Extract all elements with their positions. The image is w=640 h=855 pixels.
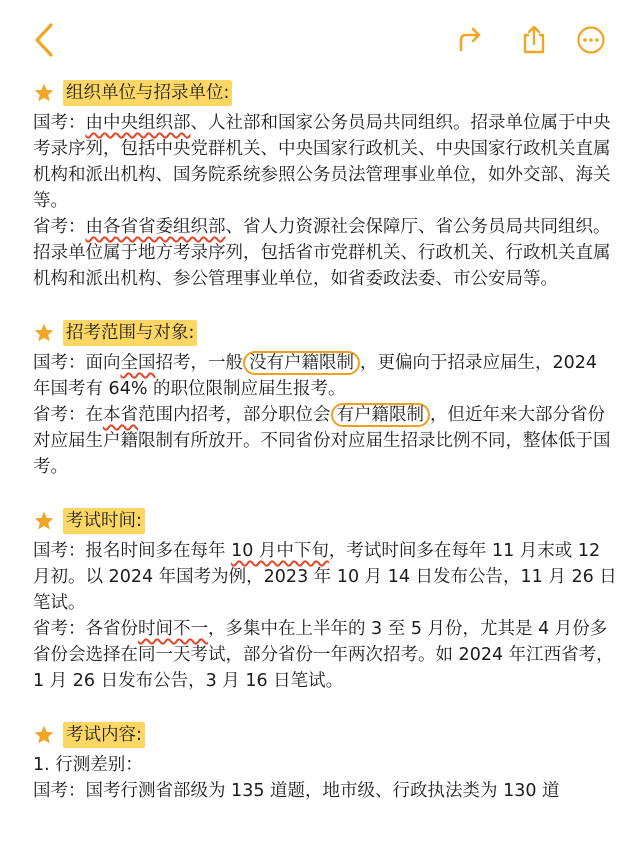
underlined-emphasis: 10 月中下旬: [231, 541, 329, 561]
circled-emphasis: 没有户籍限制: [243, 351, 360, 375]
paragraph: [33, 350, 618, 402]
star-icon: [33, 322, 55, 344]
underlined-emphasis: 全国: [120, 353, 156, 373]
section-heading-text: 考试内容:: [63, 722, 145, 748]
note-section: [33, 506, 618, 694]
text-run: 范围内招考，部分职位会: [138, 405, 331, 425]
underlined-emphasis: 时间不一: [138, 619, 208, 639]
text-run: 、省人力资源社会保障厅、省公务员局共同组织。招录单位属于地方考录序列，包括省市党群机关、行政机关、行政机关直属机构和派出机构、参公管理事业单位，如省委政法委、市公安局等。: [33, 217, 611, 289]
share-button[interactable]: [514, 20, 554, 60]
text-run: ，更偏向于招录应届生，2024 年国考有 64% 的职位限制应届生报考。: [33, 353, 598, 399]
text-run: 1. 行测差别：: [33, 755, 143, 775]
text-run: 招考，一般: [155, 353, 243, 373]
star-icon: [33, 82, 55, 104]
section-heading: [33, 506, 618, 536]
section-heading-text: 招考范围与对象:: [63, 320, 197, 346]
paragraph: [33, 214, 618, 292]
note-section: [33, 78, 618, 292]
text-run: 、人社部和国家公务员局共同组织。招录单位属于中央考录序列，包括中央党群机关、中央国家行政机关、中央国家行政机关直属机构和派出机构、国务院系统参照公务员法管理事业单位，如外交部、海关等。: [33, 113, 611, 211]
note-section: [33, 318, 618, 480]
top-toolbar: [0, 0, 640, 80]
section-heading-text: 组织单位与招录单位:: [63, 80, 232, 106]
share-icon: [521, 25, 547, 55]
back-button[interactable]: [24, 20, 64, 60]
text-run: 国考：: [33, 113, 86, 133]
section-heading: [33, 318, 618, 348]
star-icon: [33, 510, 55, 532]
text-run: 国考：面向: [33, 353, 121, 373]
redo-button[interactable]: [450, 20, 490, 60]
section-gap: [33, 292, 618, 318]
chevron-left-icon: [32, 22, 56, 58]
text-run: 省考：: [33, 217, 86, 237]
paragraph: [33, 538, 618, 616]
text-run: ，多集中在上半年的 3 至 5 月份，尤其是 4 月份多省份会选择在同一天考试，部分省份一年两次招考。如 2024 年江西省考，1 月 26 日发布公告，3 月 16 日笔试。: [33, 619, 614, 691]
underlined-emphasis: 由各省省委组织部: [85, 217, 226, 237]
note-section: [33, 720, 618, 804]
section-heading: [33, 720, 618, 750]
paragraph: [33, 616, 618, 694]
section-gap: [33, 694, 618, 720]
star-icon: [33, 724, 55, 746]
redo-icon: [455, 26, 485, 54]
paragraph: [33, 752, 618, 778]
section-gap: [33, 480, 618, 506]
text-run: 省考：各省份: [33, 619, 138, 639]
circled-emphasis: 有户籍限制: [331, 403, 431, 427]
section-heading: [33, 78, 618, 108]
text-run: 国考：报名时间多在每年: [33, 541, 232, 561]
paragraph: [33, 778, 618, 804]
note-content: [33, 78, 618, 804]
more-button[interactable]: [571, 20, 611, 60]
underlined-emphasis: 由中央组织部: [85, 113, 191, 133]
text-run: ，考试时间多在每年 11 月末或 12 月初。以 2024 年国考为例，2023 年 10 月 14 日发布公告，11 月 26 日笔试。: [33, 541, 617, 613]
more-icon: [576, 25, 606, 55]
paragraph: [33, 110, 618, 214]
section-heading-text: 考试时间:: [63, 508, 145, 534]
text-run: 国考：国考行测省部级为 135 道题，地市级、行政执法类为 130 道: [33, 781, 560, 801]
text-run: 省考：在: [33, 405, 103, 425]
underlined-emphasis: 本省: [103, 405, 138, 425]
text-run: ，但近年来大部分省份对应届生户籍限制有所放开。不同省份对应届生招录比例不同，整体低于国考。: [33, 405, 611, 477]
paragraph: [33, 402, 618, 480]
